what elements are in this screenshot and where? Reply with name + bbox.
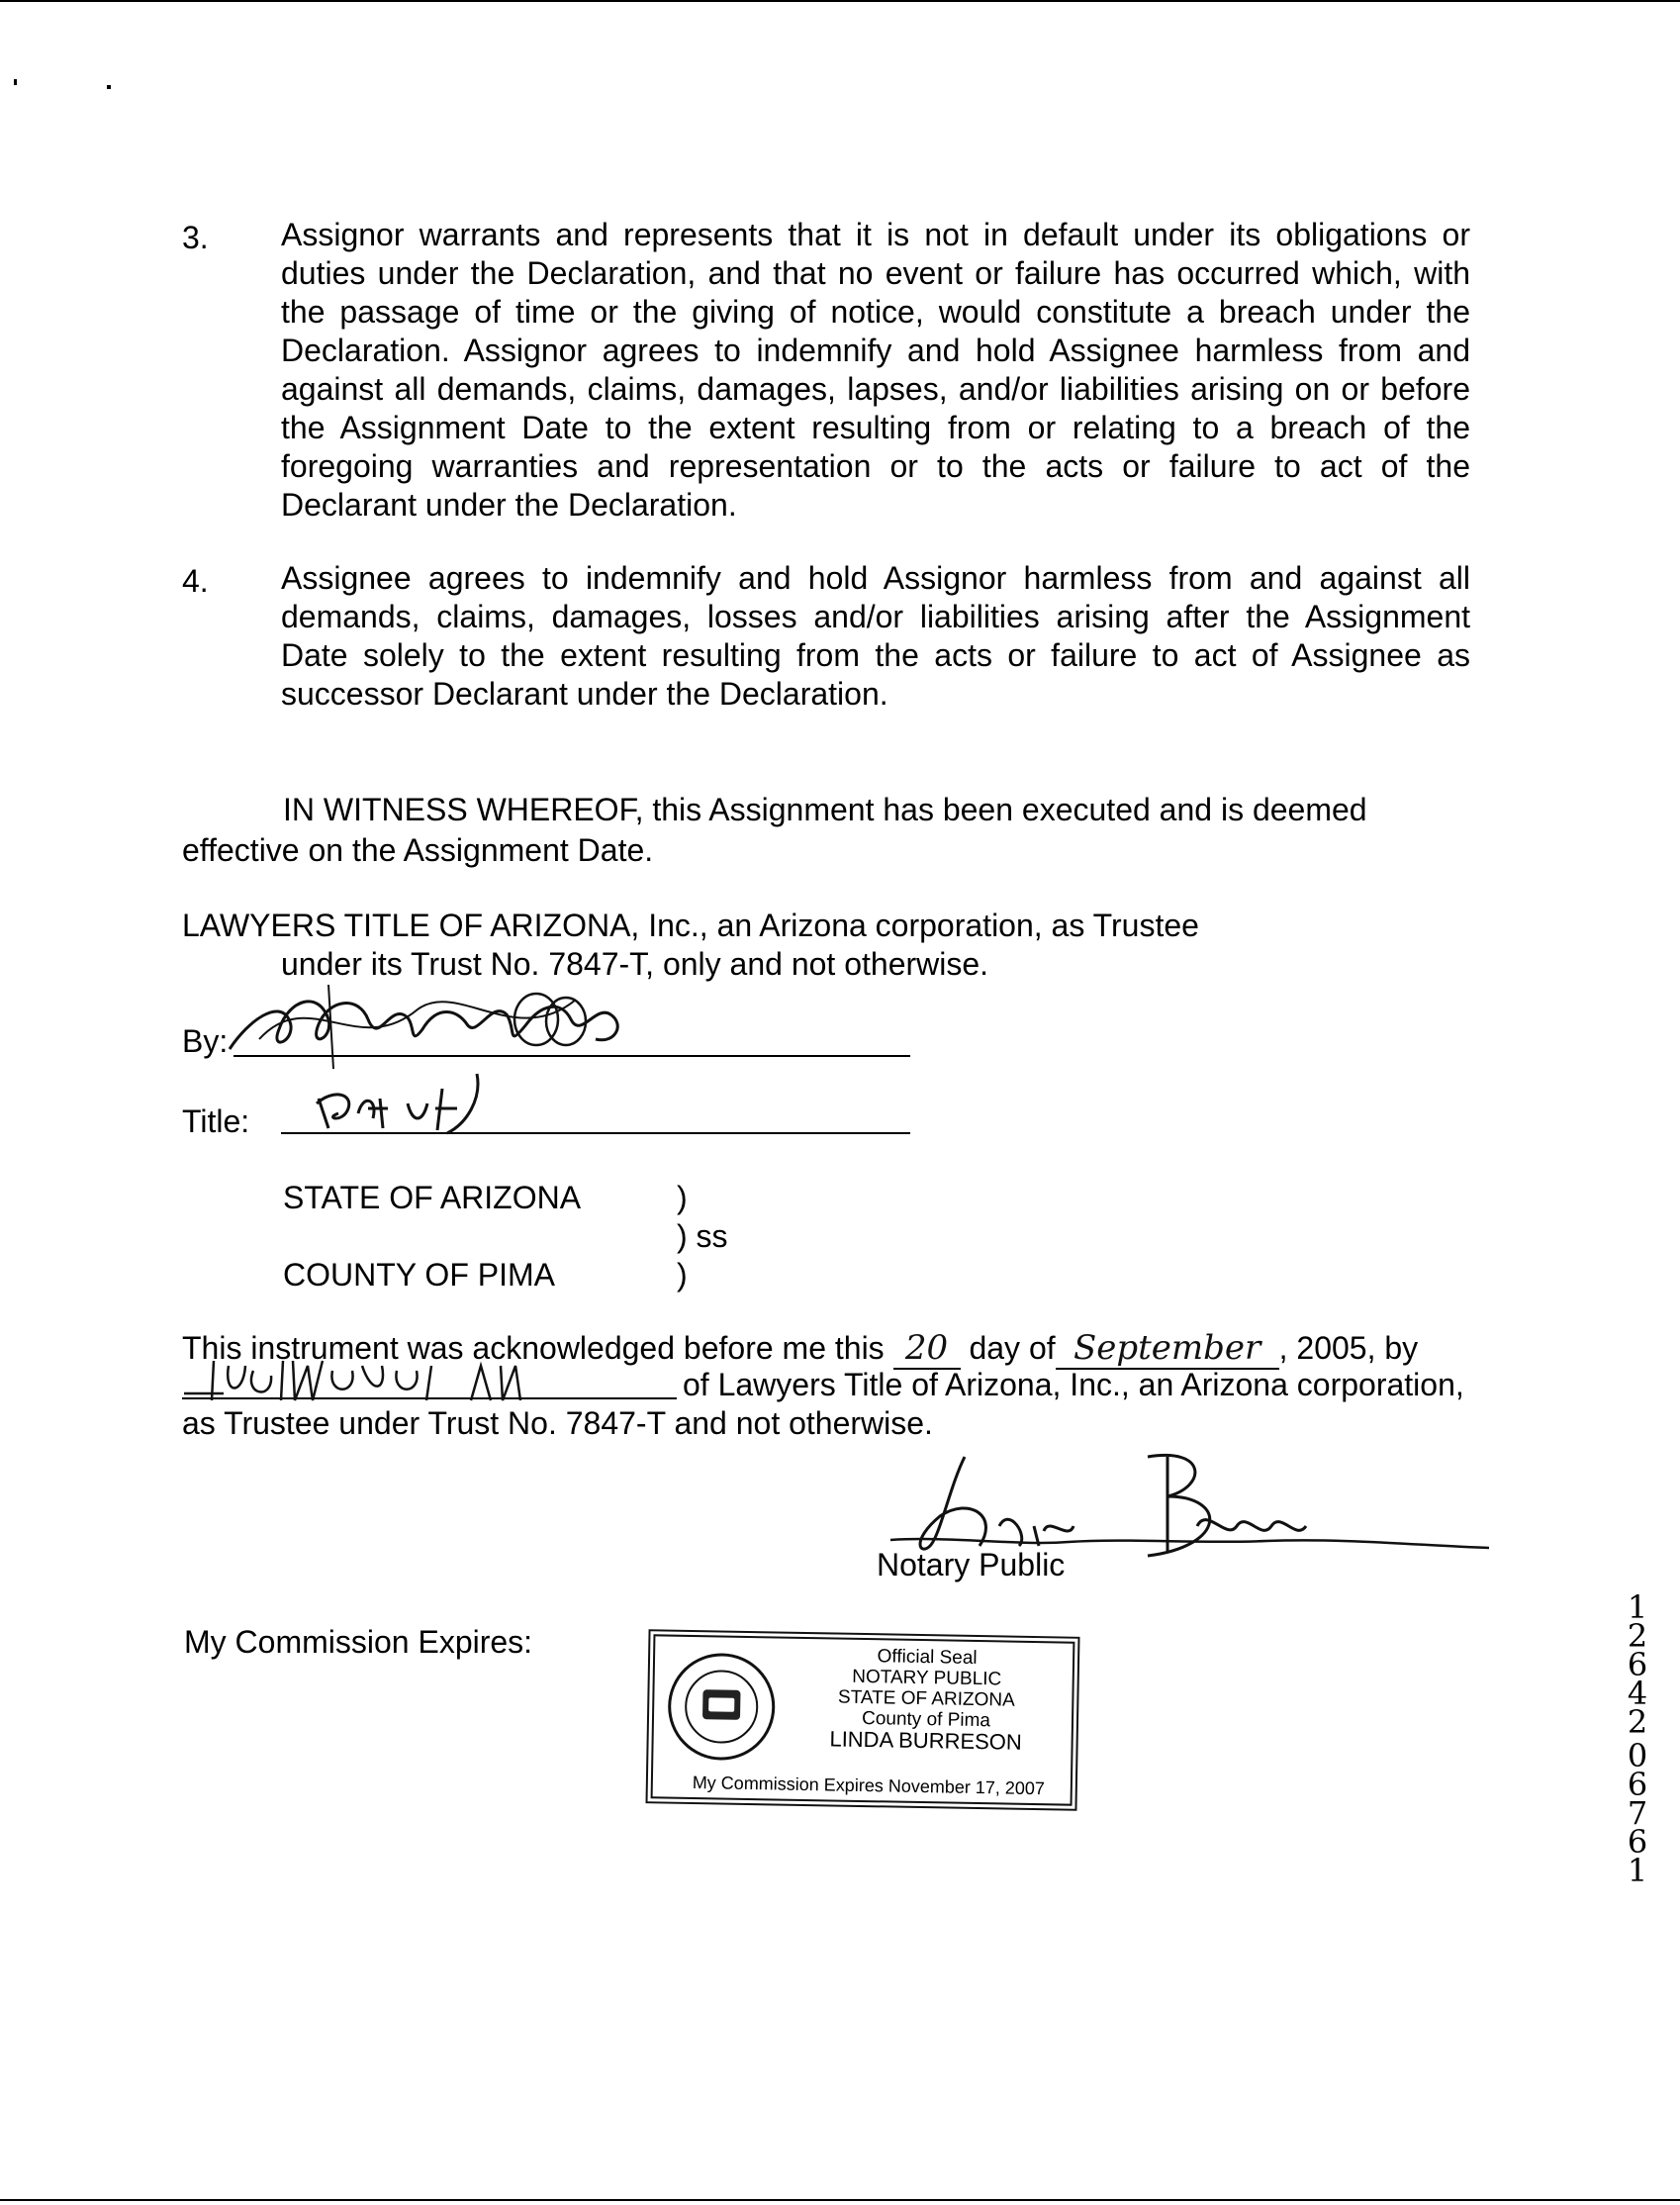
side-number-digit: 1 [1627,1852,1648,1889]
ack-text-part-1: This instrument was acknowledged before me this [182,1330,885,1366]
side-number-digit: 4 [1627,1675,1648,1712]
seal-line-1: Official Seal [877,1646,978,1670]
trustee-line-1: LAWYERS TITLE OF ARIZONA, Inc., an Arizona corporation, as Trustee [182,908,1199,943]
title-signature [309,1069,507,1138]
venue-state: STATE OF ARIZONA [283,1180,582,1215]
venue-county: COUNTY OF PIMA [283,1257,555,1293]
top-border-line [0,0,1680,2]
by-label: By: [182,1023,229,1059]
acknowledgment-line-2: of Lawyers Title of Arizona, Inc., an Arizona corporation, [683,1367,1464,1402]
side-number-digit: 2 [1627,1617,1648,1655]
notary-public-label: Notary Public [877,1547,1066,1582]
notary-seal-stamp [645,1629,1079,1811]
venue-ss: ) ss [677,1218,728,1254]
side-number-digit: 1 [1627,1588,1648,1626]
side-record-number-bottom [1623,1737,1652,1889]
ack-day-handwritten: 20 [904,1328,949,1368]
seal-line-3: STATE OF ARIZONA [837,1686,1015,1711]
seal-line-4: County of Pima [861,1707,991,1732]
paragraph-3-number: 3. [182,220,209,255]
acknowledgment-line-3: as Trustee under Trust No. 7847-T and not otherwise. [182,1405,933,1441]
paragraph-3-text: Assignor warrants and represents that it is not in default under its obligations or duties under the Declaration, and that no event or failure has occurred which, with the passage of time or the giving of notice, would constitute a breach under the Declaration. Assignor agrees to indemnify and hold Assignee harmless from and against all demands, claims, damages, lapses, and/or liabilities arising on or before the Assignment Date to the extent resulting from or relating to a breach of the foregoing warranties and representation or to the acts or failure to act of the Declarant under the Declaration. [281,217,1470,523]
seal-line-6: My Commission Expires November 17, 2007 [692,1773,1046,1799]
side-number-digit: 6 [1627,1646,1648,1683]
by-signature [220,980,635,1069]
paragraph-4-text: Assignee agrees to indemnify and hold Assignor harmless from and against all demands, claims, damages, losses and/or liabilities arising after the Assignment Date solely to the extent resulting from the acts or failure to act of Assignee as successor Declarant under the Declaration. [281,560,1470,712]
side-number-digit: 2 [1627,1703,1648,1741]
ack-day-field [893,1329,961,1370]
venue-paren-3: ) [677,1257,688,1293]
venue-paren-1: ) [677,1180,688,1215]
ack-month-field [1056,1329,1279,1370]
seal-line-2: NOTARY PUBLIC [852,1666,1002,1690]
paragraph-4-number: 4. [182,563,209,599]
side-number-digit: 7 [1627,1794,1648,1832]
ack-month-handwritten: September [1073,1328,1261,1368]
side-number-digit: 6 [1627,1823,1648,1861]
scan-speck [14,79,17,85]
title-label: Title: [182,1103,250,1139]
trustee-line-2: under its Trust No. 7847-T, only and not otherwise. [281,946,989,982]
seal-line-5: LINDA BURRESON [829,1726,1023,1755]
witness-line-1: IN WITNESS WHEREOF, this Assignment has been executed and is deemed [283,792,1367,827]
state-seal-emblem [667,1653,776,1762]
bottom-border-line [0,2199,1680,2201]
scan-speck [107,85,111,89]
ack-text-part-3: , 2005, by [1278,1330,1419,1366]
ack-text-part-2: day of [969,1330,1056,1366]
side-record-number-top [1623,1588,1652,1741]
commission-expires-label: My Commission Expires: [184,1624,533,1660]
seal-text-block [782,1645,1071,1754]
witness-line-2: effective on the Assignment Date. [182,832,654,868]
side-number-digit: 6 [1627,1766,1648,1803]
ack-name-signature [184,1346,679,1405]
side-number-digit: 0 [1627,1737,1648,1774]
